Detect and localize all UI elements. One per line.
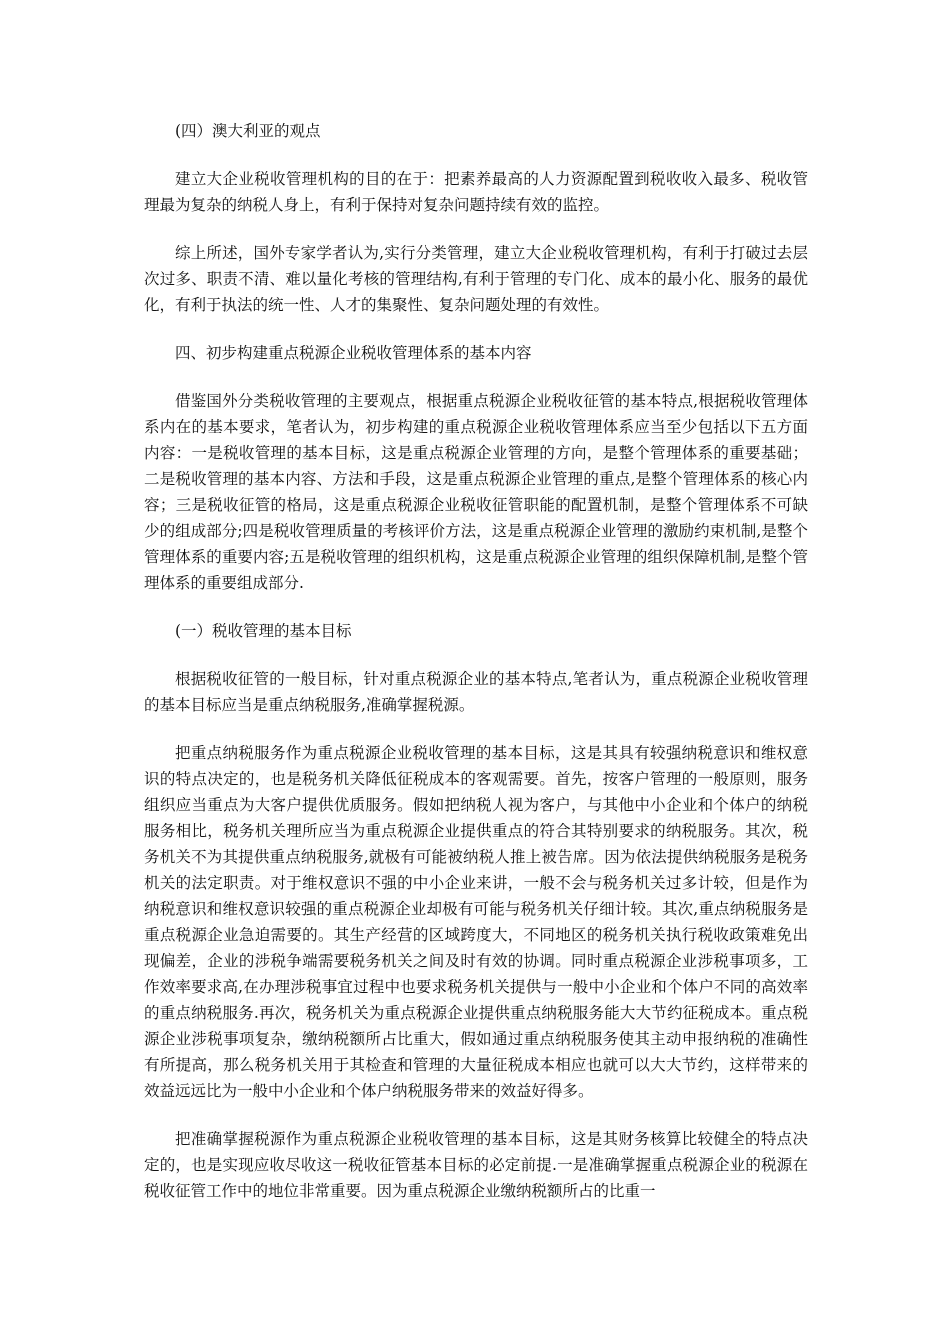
- heading-australia-view: (四）澳大利亚的观点: [175, 122, 321, 140]
- paragraph-section-4: 借鉴国外分类税收管理的主要观点，根据重点税源企业税收征管的基本特点,根据税收管理体系内在的基本要求，笔者认为，初步构建的重点税源企业税收管理体系应当至少包括以下五方面内容：一是税收管理的基本目标，这是重点税源企业管理的方向，是整个管理体系的重要基础；二是税收管理的基本内容、方法和手段，这是重点税源企业管理的重点,是整个管理体系的核心内容；三是税收征管的格局，这是重点税源企业税收征管职能的配置机制，是整个管理体系不可缺少的组成部分;四是税收管理质量的考核评价方法，这是重点税源企业管理的激励约束机制,是整个管理体系的重要内容;五是税收管理的组织机构，这是重点税源企业管理的组织保障机制,是整个管理体系的重要组成部分.: [144, 392, 808, 592]
- paragraph-service: 把重点纳税服务作为重点税源企业税收管理的基本目标，这是其具有较强纳税意识和维权意识的特点决定的，也是税务机关降低征税成本的客观需要。首先，按客户管理的一般原则，服务组织应当重点为大客户提供优质服务。假如把纳税人视为客户，与其他中小企业和个体户的纳税服务相比，税务机关理所应当为重点税源企业提供重点的符合其特别要求的纳税服务。其次，税务机关不为其提供重点纳税服务,就极有可能被纳税人推上被告席。因为依法提供纳税服务是税务机关的法定职责。对于维权意识不强的中小企业来讲，一般不会与税务机关过多计较，但是作为纳税意识和维权意识较强的重点税源企业却极有可能与税务机关仔细计较。其次,重点纳税服务是重点税源企业急迫需要的。其生产经营的区域跨度大，不同地区的税务机关执行税收政策难免出现偏差，企业的涉税争端需要税务机关之间及时有效的协调。同时重点税源企业涉税事项多，工作效率要求高,在办理涉税事宜过程中也要求税务机关提供与一般中小企业和个体户不同的高效率的重点纳税服务.再次，税务机关为重点税源企业提供重点纳税服务能大大节约征税成本。重点税源企业涉税事项复杂，缴纳税额所占比重大，假如通过重点纳税服务使其主动申报纳税的准确性有所提高，那么税务机关用于其检查和管理的大量征税成本相应也就可以大大节约，这样带来的效益远远比为一般中小企业和个体户纳税服务带来的效益好得多。: [144, 744, 808, 1100]
- paragraph-tax-source: 把准确掌握税源作为重点税源企业税收管理的基本目标，这是其财务核算比较健全的特点决定的，也是实现应收尽收这一税收征管基本目标的必定前提.一是准确掌握重点税源企业的税源在税收征管工作中的地位非常重要。因为重点税源企业缴纳税额所占的比重一: [144, 1130, 808, 1200]
- paragraph-goal: 根据税收征管的一般目标，针对重点税源企业的基本特点,笔者认为，重点税源企业税收管理的基本目标应当是重点纳税服务,准确掌握税源。: [144, 670, 808, 714]
- section-title-4: 四、初步构建重点税源企业税收管理体系的基本内容: [175, 344, 532, 362]
- paragraph-australia: 建立大企业税收管理机构的目的在于：把素养最高的人力资源配置到税收收入最多、税收管理最为复杂的纳税人身上，有利于保持对复杂问题持续有效的监控。: [144, 170, 808, 214]
- document-body: [144, 118, 808, 1204]
- heading-basic-goal: (一）税收管理的基本目标: [175, 622, 352, 640]
- paragraph-summary: 综上所述，国外专家学者认为,实行分类管理，建立大企业税收管理机构，有利于打破过去层次过多、职责不清、难以量化考核的管理结构,有利于管理的专门化、成本的最小化、服务的最优化，有利于执法的统一性、人才的集聚性、复杂问题处理的有效性。: [144, 244, 808, 314]
